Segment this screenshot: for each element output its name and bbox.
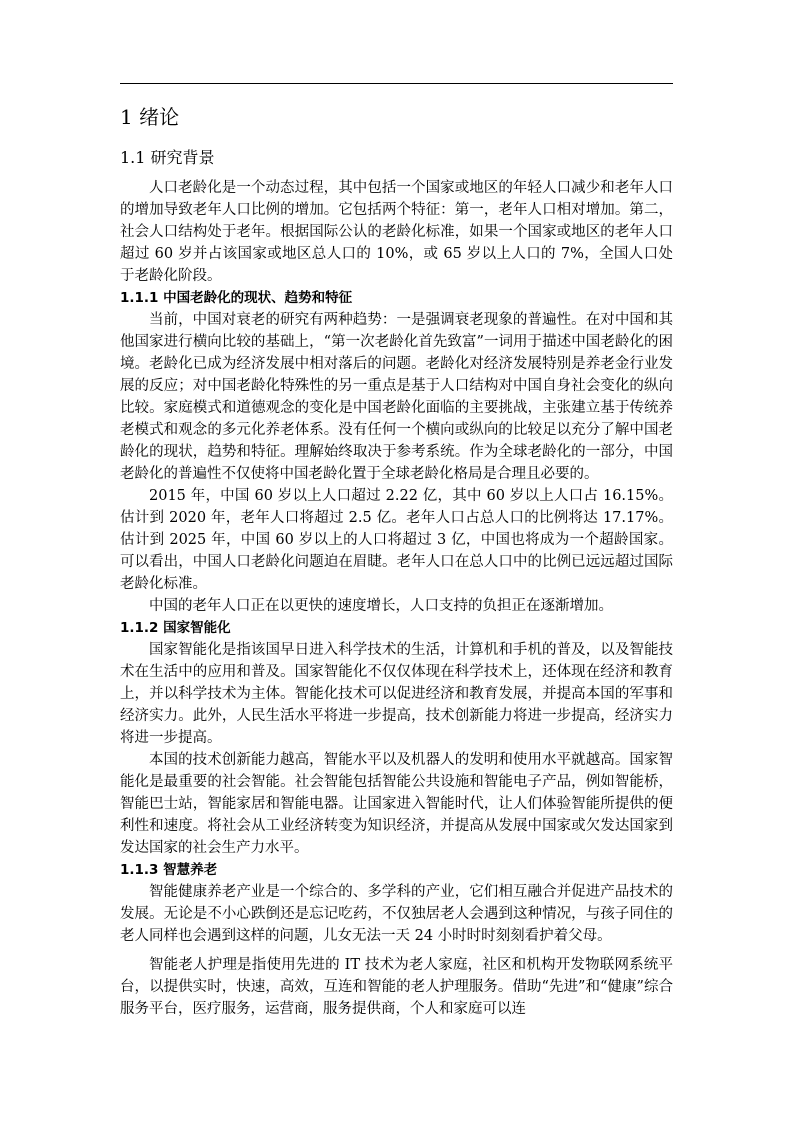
subsection-title-1-1-3: 1.1.3 智慧养老: [120, 862, 218, 878]
main-content: [120, 177, 673, 1020]
section-title: 1.1 研究背景: [120, 148, 215, 167]
paragraph-gap: [120, 947, 673, 954]
chapter-title: 1 绪论: [120, 105, 180, 129]
paragraph: 国家智能化是指该国早日进入科学技术的生活，计算机和手机的普及，以及智能技术在生活中的应用和普及。国家智能化不仅仅体现在科学技术上，还体现在经济和教育上，并以科学技术为主体。智能化技术可以促进经济和教育发展，并提高本国的军事和经济实力。此外，人民生活水平将进一步提高，技术创新能力将进一步提高，经济实力将进一步提高。: [120, 642, 673, 746]
paragraph: 本国的技术创新能力越高，智能水平以及机器人的发明和使用水平就越高。国家智能化是最重要的社会智能。社会智能包括智能公共设施和智能电子产品，例如智能桥，智能巴士站，智能家居和智能电器。让国家进入智能时代，让人们体验智能所提供的便利性和速度。将社会从工业经济转变为知识经济，并提高从发展中国家或欠发达国家到发达国家的社会生产力水平。: [120, 752, 673, 856]
paragraph: 智能老人护理是指使用先进的 IT 技术为老人家庭，社区和机构开发物联网系统平台，以提供实时，快速，高效，互连和智能的老人护理服务。借助“先进”和“健康”综合服务平台，医疗服务，运营商，服务提供商，个人和家庭可以连: [120, 957, 673, 1017]
subsection-title-1-1-1: 1.1.1 中国老龄化的现状、趋势和特征: [120, 290, 353, 306]
paragraph-intro: 人口老龄化是一个动态过程，其中包括一个国家或地区的年轻人口减少和老年人口的增加导致老年人口比例的增加。它包括两个特征：第一，老年人口相对增加。第二，社会人口结构处于老年。根据国际公认的老龄化标准，如果一个国家或地区的老年人口超过 60 岁并占该国家或地区总人口的 10%，或 65 岁以上人口的 7%，全国人口处于老龄化阶段。: [120, 180, 673, 284]
paragraph: 中国的老年人口正在以更快的速度增长，人口支持的负担正在逐渐增加。: [149, 598, 613, 614]
subsection-title-1-1-2: 1.1.2 国家智能化: [120, 620, 231, 636]
header-rule: [120, 83, 673, 84]
paragraph: 智能健康养老产业是一个综合的、多学科的产业，它们相互融合并促进产品技术的发展。无论是不小心跌倒还是忘记吃药，不仅独居老人会遇到这种情况，与孩子同住的老人同样也会遇到这样的问题，儿女无法一天 24 小时时时刻刻看护着父母。: [120, 884, 673, 944]
paragraph: 2015 年，中国 60 岁以上人口超过 2.22 亿，其中 60 岁以上人口占 16.15%。估计到 2020 年，老年人口将超过 2.5 亿。老年人口占总人口的比例将达 17.17%。估计到 2025 年，中国 60 岁以上的人口将超过 3 亿，中国也将成为一个超龄国家。可以看出，中国人口老龄化问题迫在眉睫。老年人口在总人口中的比例已远远超过国际老龄化标准。: [120, 488, 673, 592]
paragraph: 当前，中国对衰老的研究有两种趋势：一是强调衰老现象的普遍性。在对中国和其他国家进行横向比较的基础上，“第一次老龄化首先致富”一词用于描述中国老龄化的困境。老龄化已成为经济发展中相对落后的问题。老龄化对经济发展特别是养老金行业发展的反应；对中国老龄化特殊性的另一重点是基于人口结构对中国自身社会变化的纵向比较。家庭模式和道德观念的变化是中国老龄化面临的主要挑战，主张建立基于传统养老模式和观念的多元化养老体系。没有任何一个横向或纵向的比较足以充分了解中国老龄化的现状，趋势和特征。理解始终取决于参考系统。作为全球老龄化的一部分，中国老龄化的普遍性不仅使将中国老龄化置于全球老龄化格局是合理且必要的。: [120, 312, 673, 482]
